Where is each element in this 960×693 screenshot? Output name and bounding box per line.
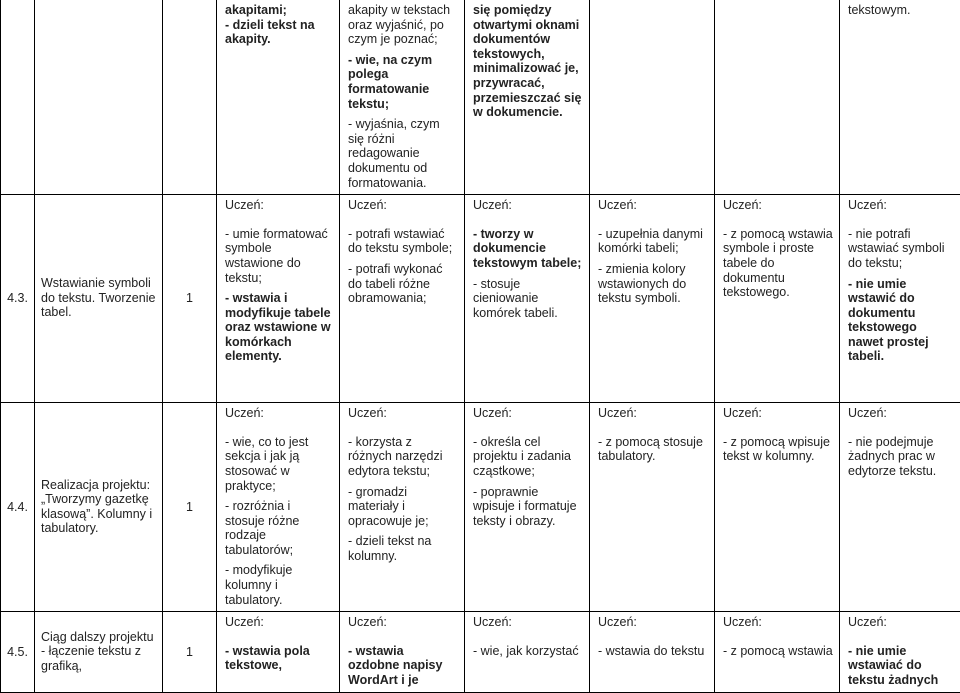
grade-requirement-cell	[340, 0, 465, 195]
requirement-text: - nie potrafi wstawiać symboli do tekstu;	[848, 227, 954, 271]
requirement-text: - potrafi wstawiać do tekstu symbole;	[348, 227, 458, 256]
student-label: Uczeń:	[473, 615, 583, 630]
requirement-text: akapity w tekstach oraz wyjaśnić, po czym je poznać;	[348, 3, 458, 47]
lesson-number-cell: 4.3.	[1, 195, 35, 403]
student-label: Uczeń:	[225, 615, 333, 630]
requirement-text: - poprawnie wpisuje i formatuje teksty i obrazy.	[473, 485, 583, 529]
student-label: Uczeń:	[723, 406, 833, 421]
student-label: Uczeń:	[848, 615, 954, 630]
requirement-text: - dzieli tekst na kolumny.	[348, 534, 458, 563]
lesson-number-cell: 4.5.	[1, 612, 35, 692]
grade-requirement-cell	[465, 195, 590, 403]
grade-requirement-cell	[340, 403, 465, 612]
requirement-text: - nie umie wstawiać do tekstu żadnych	[848, 644, 954, 688]
grade-requirement-cell	[340, 612, 465, 692]
requirement-text: - rozróżnia i stosuje różne rodzaje tabulatorów;	[225, 499, 333, 557]
student-label: Uczeń:	[723, 198, 833, 213]
requirement-text: - wstawia do tekstu	[598, 644, 708, 659]
grade-requirement-cell	[340, 195, 465, 403]
requirement-text: - wie, co to jest sekcja i jak ją stosować w praktyce;	[225, 435, 333, 493]
student-label: Uczeń:	[348, 615, 458, 630]
grade-requirement-cell	[465, 0, 590, 195]
grade-requirement-cell	[590, 612, 715, 692]
requirement-text: - tworzy w dokumencie tekstowym tabele;	[473, 227, 583, 271]
lesson-number-cell: 4.4.	[1, 403, 35, 612]
lesson-topic-cell: Ciąg dalszy projektu - łączenie tekstu z grafiką,	[35, 612, 163, 692]
requirement-text: - określa cel projektu i zadania cząstkowe;	[473, 435, 583, 479]
grade-requirement-cell	[715, 0, 840, 195]
student-label: Uczeń:	[473, 198, 583, 213]
requirement-text: - wstawia ozdobne napisy WordArt i je	[348, 644, 458, 688]
hours-cell: 1	[163, 195, 217, 403]
requirement-text: - z pomocą wstawia symbole i proste tabele do dokumentu tekstowego.	[723, 227, 833, 300]
grade-requirement-cell	[217, 403, 340, 612]
requirement-text: się pomiędzy otwartymi oknami dokumentów tekstowych, minimalizować je, przywracać, przemieszczać się w dokumencie.	[473, 3, 583, 120]
requirement-text: - wstawia pola tekstowe,	[225, 644, 333, 673]
requirement-text: - nie podejmuje żadnych prac w edytorze tekstu.	[848, 435, 954, 479]
grade-requirement-cell	[465, 403, 590, 612]
student-label: Uczeń:	[348, 198, 458, 213]
student-label: Uczeń:	[473, 406, 583, 421]
table-row	[1, 612, 960, 692]
requirement-text: - korzysta z różnych narzędzi edytora tekstu;	[348, 435, 458, 479]
student-label: Uczeń:	[598, 406, 708, 421]
grade-requirement-cell	[590, 0, 715, 195]
requirement-text: - z pomocą stosuje tabulatory.	[598, 435, 708, 464]
grade-requirement-cell	[590, 195, 715, 403]
grade-requirement-cell	[217, 0, 340, 195]
requirement-text: - wstawia i modyfikuje tabele oraz wstawione w komórkach elementy.	[225, 291, 333, 364]
requirement-text: - modyfikuje kolumny i tabulatory.	[225, 563, 333, 607]
requirement-text: - umie formatować symbole wstawione do tekstu;	[225, 227, 333, 285]
requirement-text: - zmienia kolory wstawionych do tekstu symboli.	[598, 262, 708, 306]
student-label: Uczeń:	[598, 198, 708, 213]
table-row	[1, 0, 960, 195]
student-label: Uczeń:	[848, 198, 954, 213]
student-label: Uczeń:	[225, 198, 333, 213]
table-row	[1, 195, 960, 403]
requirement-text: - wie, na czym polega formatowanie tekstu;	[348, 53, 458, 111]
requirement-text: - potrafi wykonać do tabeli różne obramowania;	[348, 262, 458, 306]
student-label: Uczeń:	[848, 406, 954, 421]
grade-requirement-cell	[715, 195, 840, 403]
requirement-text: - stosuje cieniowanie komórek tabeli.	[473, 277, 583, 321]
requirement-text: - nie umie wstawić do dokumentu tekstowego nawet prostej tabeli.	[848, 277, 954, 365]
requirement-text: - uzupełnia danymi komórki tabeli;	[598, 227, 708, 256]
student-label: Uczeń:	[348, 406, 458, 421]
lesson-topic-cell	[35, 0, 163, 195]
grade-requirement-cell	[840, 403, 960, 612]
table-row	[1, 403, 960, 612]
requirement-text: - dzieli tekst na akapity.	[225, 18, 333, 47]
grade-requirement-cell	[715, 403, 840, 612]
grade-requirement-cell	[217, 612, 340, 692]
grade-requirement-cell	[840, 0, 960, 195]
grade-requirement-cell	[840, 612, 960, 692]
requirement-text: tekstowym.	[848, 3, 954, 18]
student-label: Uczeń:	[723, 615, 833, 630]
hours-cell: 1	[163, 403, 217, 612]
grade-requirement-cell	[590, 403, 715, 612]
requirement-text: - z pomocą wstawia	[723, 644, 833, 659]
grade-requirement-cell	[217, 195, 340, 403]
hours-cell: 1	[163, 612, 217, 692]
hours-cell	[163, 0, 217, 195]
table-body	[1, 0, 960, 692]
requirement-text: - wie, jak korzystać	[473, 644, 583, 659]
lesson-number-cell	[1, 0, 35, 195]
grade-requirement-cell	[465, 612, 590, 692]
requirement-text: - wyjaśnia, czym się różni redagowanie dokumentu od formatowania.	[348, 117, 458, 190]
grade-requirement-cell	[840, 195, 960, 403]
student-label: Uczeń:	[225, 406, 333, 421]
requirement-text: - z pomocą wpisuje tekst w kolumny.	[723, 435, 833, 464]
grade-requirement-cell	[715, 612, 840, 692]
lesson-topic-cell: Wstawianie symboli do tekstu. Tworzenie tabel.	[35, 195, 163, 403]
requirement-text: akapitami;	[225, 3, 333, 18]
student-label: Uczeń:	[598, 615, 708, 630]
requirement-text: - gromadzi materiały i opracowuje je;	[348, 485, 458, 529]
lesson-topic-cell: Realizacja projektu: „Tworzymy gazetkę klasową”. Kolumny i tabulatory.	[35, 403, 163, 612]
